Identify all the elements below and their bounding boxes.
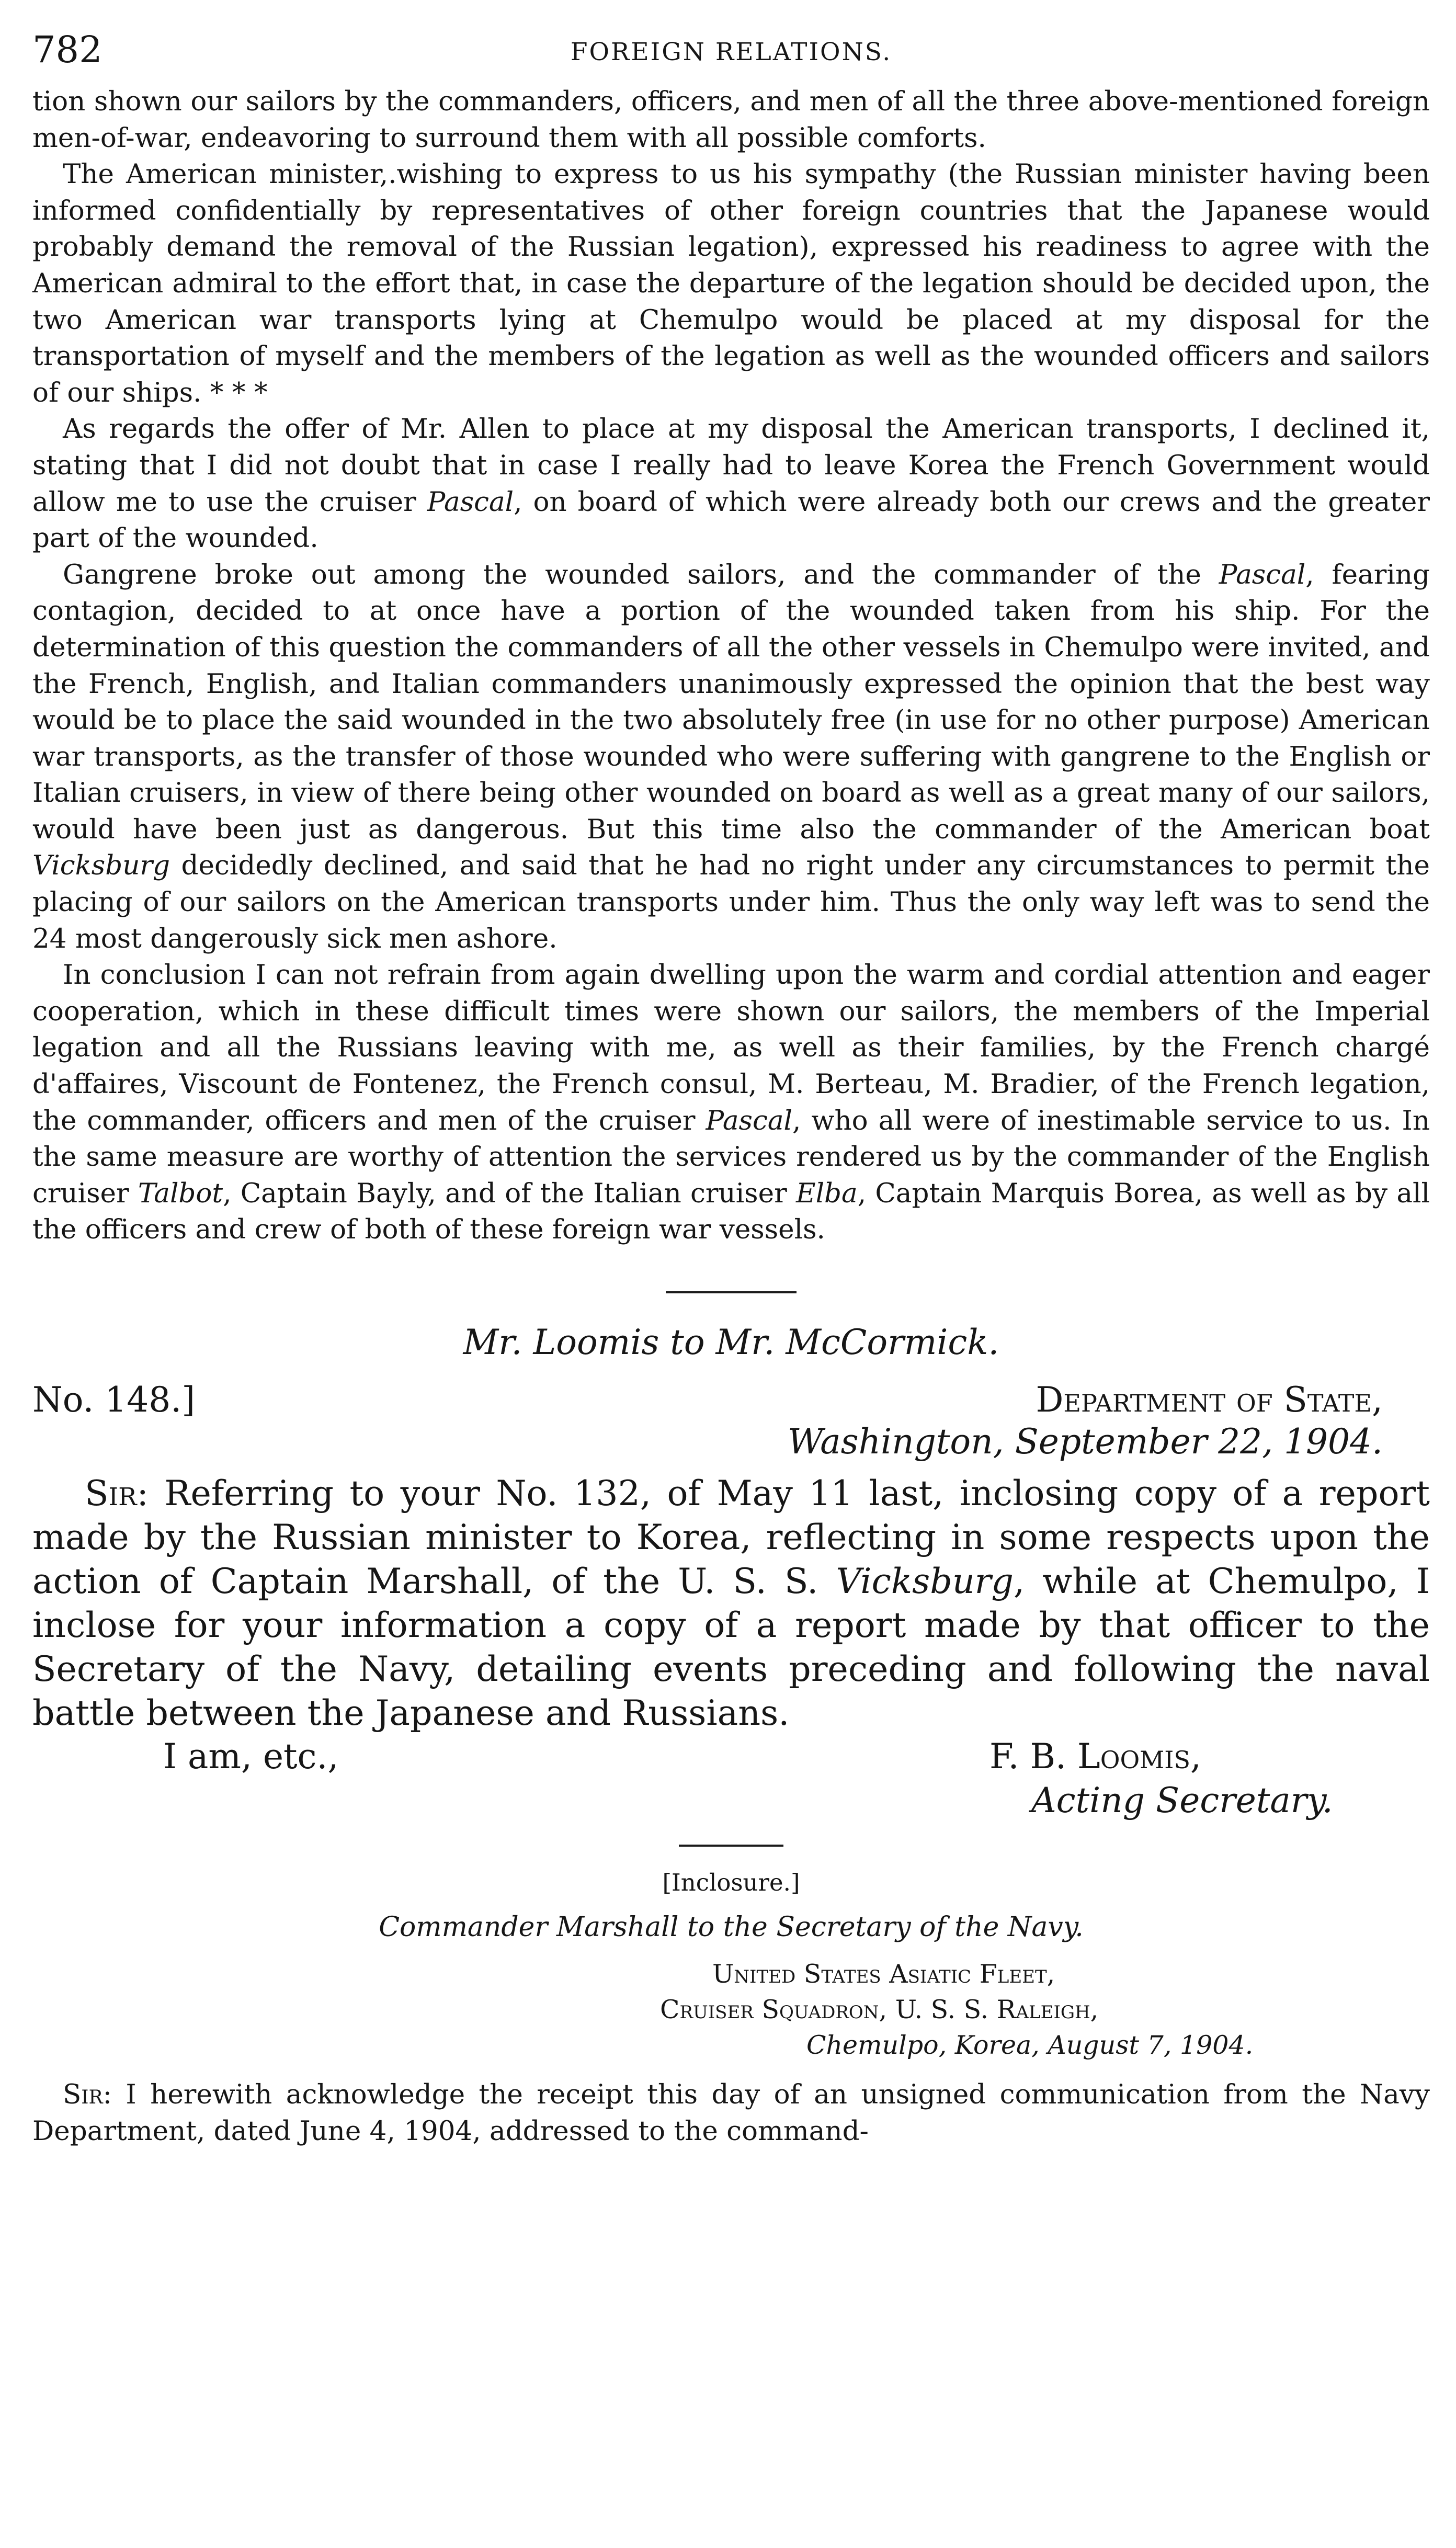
text-run: , while at Chemulpo, I inclose for your information a copy of a report made by that officer to the Secretary of the Navy, detailing events preceding and following the naval battle between the Japanese and Russians. [32,1561,1430,1733]
letter-number-row [32,1374,1430,1426]
paragraph: The American minister,.wishing to express to us his sympathy (the Russian minister having been informed confidentially by representatives of other foreign countries that the Japanese would probably demand the removal of the Russian legation), expressed his readiness to agree with the American admiral to the effort that, in case the departure of the legation should be decided upon, the two American war transports lying at Chemulpo would be placed at my disposal for the transportation of myself and the members of the legation as well as the wounded officers and sailors of our ships. * * * [32,158,1430,408]
inclosure-heading: Commander Marshall to the Secretary of the Navy. [379,1912,1084,1943]
signature-title-row [32,1779,1430,1823]
ship-name: Pascal [706,1105,792,1136]
ship-name: Vicksburg [836,1561,1014,1601]
paragraph [32,2077,1430,2149]
text-run: Gangrene broke out among the wounded sailors, and the commander of the [63,559,1219,590]
address-line: United States Asiatic Fleet, [712,1959,1055,1989]
letter-signature-title: Acting Secretary. [1031,1780,1333,1821]
text-run: , Captain Marquis Borea, as well as by all the officers and crew of both of these foreign war vessels. [32,1177,1430,1246]
page-number: 782 [32,28,103,71]
text-run: , fearing contagion, decided to at once have a portion of the wounded taken from his ship. For the determination of this question the commanders of all the other vessels in Chemulpo were invited, and the French, English, and Italian commanders unanimously expressed the opinion that the best way would be to place the said wounded in the two absolutely free (in use for no other purpose) American war transports, as the transfer of those wounded who were suffering with gangrene to the English or Italian cruisers, in view of there being other wounded on board as well as a great many of our sailors, would have been just as dangerous. But this time also the commander of the American boat [32,559,1430,845]
ship-name: Pascal [427,486,514,518]
paragraph [32,557,1430,958]
letter-heading: Mr. Loomis to Mr. McCormick. [463,1322,999,1362]
document-page [32,26,1430,2536]
letter-dateline-row [32,1420,1430,1464]
address-line: Chemulpo, Korea, August 7, 1904. [806,2030,1254,2060]
section-divider [679,1845,783,1847]
letter-closing: I am, etc., [163,1736,339,1777]
text-run: decidedly declined, and said that he had no right under any circumstances to permit the placing of our sailors on the American transports under him. Thus the only way left was to send the 24 most dangerously sick men ashore. [32,850,1430,954]
inclosure-body [32,2077,1430,2149]
text-run: : Referring to your No. 132, of May 11 last, inclosing copy of a report made by the Russian minister to Korea, reflecting in some respects upon the action of Captain Marshall, of the U. S. S. [32,1473,1430,1601]
text-run: : I herewith acknowledge the receipt this day of an unsigned communication from the Navy Department, dated June 4, 1904, addressed to the command- [32,2079,1430,2147]
letter-body [32,1471,1430,1735]
letter-department: Department of State, [1036,1380,1383,1420]
text-run: , who all were of inestimable service to us. In the same measure are worthy of attention the services rendered us by the commander of the English cruiser [32,1105,1430,1209]
text-run: , on board of which were already both our crews and the greater part of the wounded. [32,486,1430,554]
address-line: Cruiser Squadron, U. S. S. Raleigh, [660,1995,1099,2024]
letter-place-date: Washington, September 22, 1904. [788,1421,1383,1462]
russian-report-text [32,84,1430,1248]
inclosure-label: [Inclosure.] [662,1869,800,1896]
text-run: In conclusion I can not refrain from again dwelling upon the warm and cordial attention and eager cooperation, which in these difficult times were shown our sailors, the members of the Imperial legation and all the Russians leaving with me, as well as their families, by the French chargé d'affaires, Viscount de Fontenez, the French consul, M. Berteau, M. Bradier, of the French legation, the commander, officers and men of the cruiser [32,959,1430,1136]
inclosure-address [32,1956,1430,2066]
letter-signature: F. B. Loomis, [989,1736,1201,1777]
letter-number: No. 148.] [32,1380,195,1420]
running-title: FOREIGN RELATIONS. [570,38,892,66]
ship-name: Talbot [138,1177,223,1209]
salutation: Sir [63,2079,103,2110]
paragraph [32,957,1430,1248]
text-run: As regards the offer of Mr. Allen to place at my disposal the American transports, I declined it, stating that I did not doubt that in case I really had to leave Korea the French Government would allow me to use the cruiser [32,413,1430,518]
paragraph [32,1471,1430,1735]
running-head [32,26,1430,84]
paragraph: tion shown our sailors by the commanders, officers, and men of all the three above-mentioned foreign men-of-war, endeavoring to surround them with all possible comforts. [32,86,1430,154]
paragraph [32,411,1430,556]
salutation: Sir [85,1473,137,1514]
ship-name: Elba [795,1177,858,1209]
text-run: , Captain Bayly, and of the Italian cruiser [223,1177,796,1209]
signature-row [32,1735,1430,1779]
ship-name: Pascal [1219,559,1306,590]
section-divider [666,1291,797,1293]
ship-name: Vicksburg [32,850,170,882]
